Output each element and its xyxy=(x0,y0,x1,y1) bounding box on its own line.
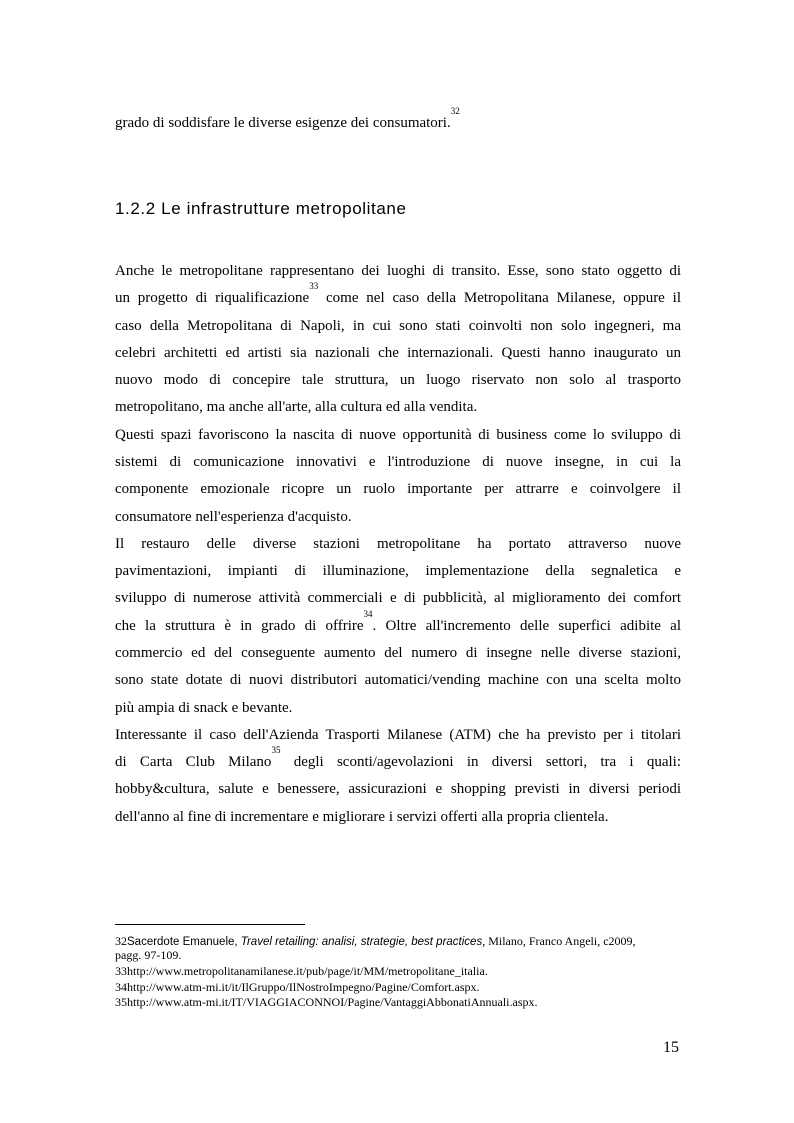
body-line-6: metropolitano, ma anche all'arte, alla cultura ed alla vendita. xyxy=(115,399,478,415)
body-line-8: sistemi di comunicazione innovativi e l'introduzione di nuove insegne, in cui la xyxy=(115,454,681,470)
body-line-15: commercio ed del conseguente aumento del numero di insegne nelle diverse stazioni, xyxy=(115,645,681,661)
footnote-ref-35: 35 xyxy=(271,745,281,755)
footnote-33: 33http://www.metropolitanamilanese.it/pub/page/it/MM/metropolitane_italia. xyxy=(115,964,488,978)
body-line-21: dell'anno al fine di incrementare e migliorare i servizi offerti alla propria clientela. xyxy=(115,809,609,825)
body-text: di Carta Club Milano xyxy=(115,754,272,770)
body-line-5: nuovo modo di concepire tale struttura, un luogo riservato non solo al trasporto xyxy=(115,372,681,388)
body-line-12: pavimentazioni, impianti di illuminazione, implementazione della segnaletica e xyxy=(115,563,681,579)
body-line-10: consumatore nell'esperienza d'acquisto. xyxy=(115,509,352,525)
body-text: che la struttura è in grado di offrire xyxy=(115,618,364,634)
footnote-number: 32 xyxy=(115,934,127,948)
body-line-13: sviluppo di numerose attività commerciali e di pubblicità, al miglioramento dei comfort xyxy=(115,590,681,606)
footnote-ref-32: 32 xyxy=(450,106,460,116)
body-line-14 xyxy=(115,609,682,635)
body-line-2 xyxy=(115,281,681,307)
body-text: degli sconti/agevolazioni in diversi settori, tra i quali: xyxy=(280,754,682,770)
page-number: 15 xyxy=(663,1039,679,1056)
footnote-separator xyxy=(115,924,305,925)
footnote-32-continued: pagg. 97-109. xyxy=(115,948,182,962)
body-line-9: componente emozionale ricopre un ruolo importante per attrarre e coinvolgere il xyxy=(115,481,681,497)
body-line-4: celebri architetti ed artisti sia nazionali che internazionali. Questi hanno inaugurato un xyxy=(115,345,681,361)
footnote-34: 34http://www.atm-mi.it/it/IlGruppo/IlNostroImpegno/Pagine/Comfort.aspx. xyxy=(115,980,480,994)
body-text: un progetto di riqualificazione xyxy=(115,290,310,306)
footnote-author: Sacerdote Emanuele, xyxy=(127,936,241,948)
body-line-3: caso della Metropolitana di Napoli, in cui sono stati coinvolti non solo ingegneri, ma xyxy=(115,318,681,334)
footnote-title: Travel retailing: analisi, strategie, best practices xyxy=(240,936,483,948)
body-line-1: Anche le metropolitane rappresentano dei luoghi di transito. Esse, sono stato oggetto di xyxy=(115,263,681,279)
body-line-20: hobby&cultura, salute e benessere, assicurazioni e shopping previsti in diversi periodi xyxy=(115,781,681,797)
intro-line xyxy=(115,106,681,132)
body-text: come nel caso della Metropolitana Milanese, oppure il xyxy=(318,290,681,306)
body-text: . Oltre all'incremento delle superfici adibite al xyxy=(372,618,682,634)
body-line-19 xyxy=(115,745,682,771)
body-line-11: Il restauro delle diverse stazioni metropolitane ha portato attraverso nuove xyxy=(115,536,681,552)
body-line-17: più ampia di snack e bevante. xyxy=(115,700,293,716)
footnote-ref-33: 33 xyxy=(309,281,319,291)
footnote-ref-34: 34 xyxy=(363,609,373,619)
body-line-16: sono state dotate di nuovi distributori automatici/vending machine con una scelta molto xyxy=(115,672,681,688)
footnote-publisher: , Milano, Franco Angeli, c2009, xyxy=(482,934,636,948)
footnote-35: 35http://www.atm-mi.it/IT/VIAGGIACONNOI/Pagine/VantaggiAbbonatiAnnuali.aspx. xyxy=(115,995,538,1009)
body-line-18: Interessante il caso dell'Azienda Trasporti Milanese (ATM) che ha previsto per i titolari xyxy=(115,727,681,743)
section-heading: 1.2.2 Le infrastrutture metropolitane xyxy=(115,199,407,218)
intro-text: grado di soddisfare le diverse esigenze dei consumatori. xyxy=(115,115,451,131)
body-line-7: Questi spazi favoriscono la nascita di nuove opportunità di business come lo sviluppo di xyxy=(115,427,681,443)
footnote-32 xyxy=(115,934,681,949)
